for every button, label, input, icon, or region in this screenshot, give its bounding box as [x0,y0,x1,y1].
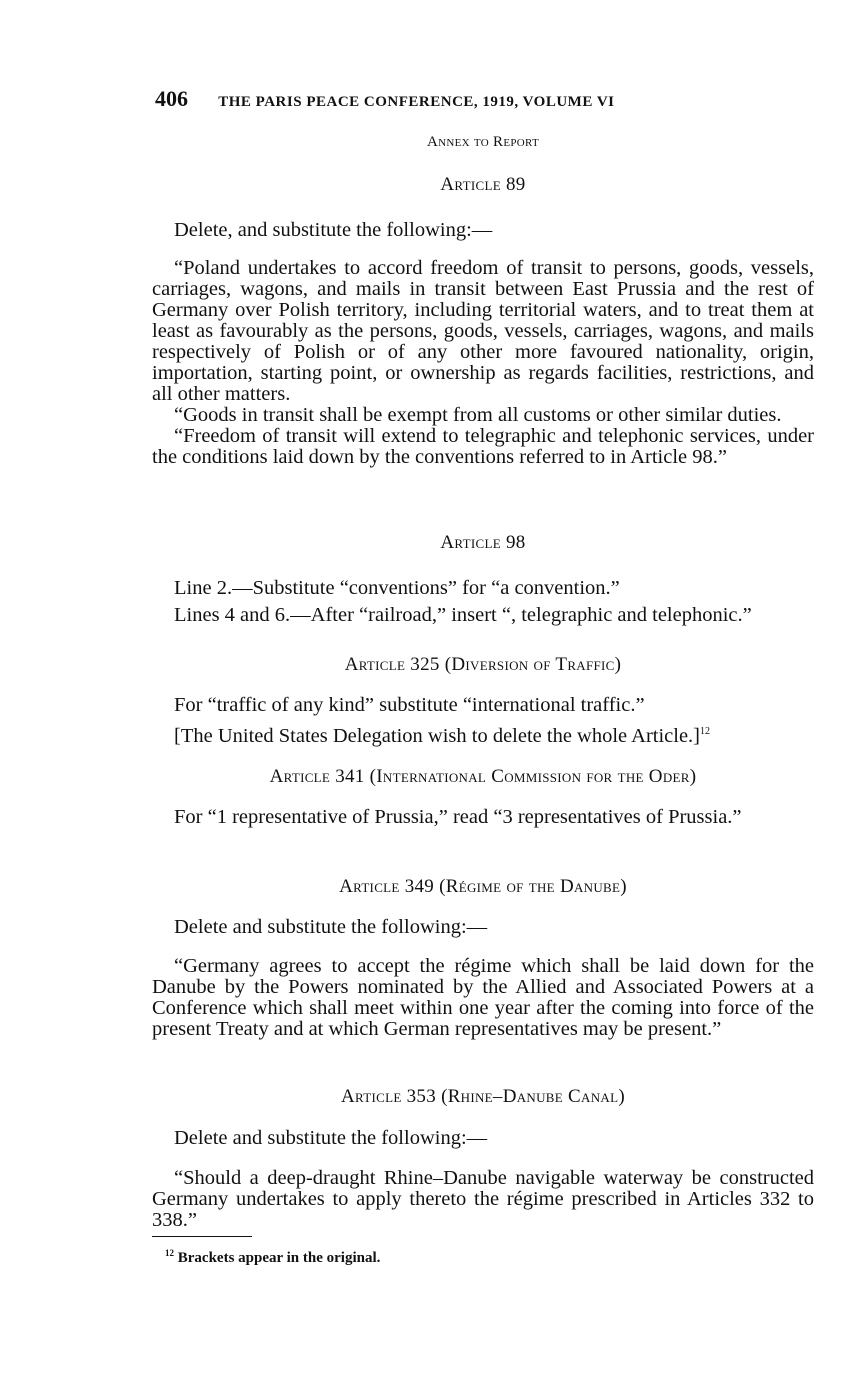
article-89-paragraph: “Poland undertakes to accord freedom of transit to persons, goods, vessels, carriages, wagons, and mails in transit between East Prussia and the rest of Germany over Polish territory, including territorial waters, and to treat them at least as favourably as the persons, goods, vessels, carriages, wagons, and mails respectively of Polish or of any other more favoured nationality, origin, importation, starting point, or ownership as regards facilities, restrictions, and all other matters. [152,257,814,405]
article-89-paragraph: “Freedom of transit will extend to telegraphic and telephonic services, under the conditions laid down by the conventions referred to in Article 98.” [152,425,814,468]
article-89-body [152,258,814,468]
footnote-text: Brackets appear in the original. [177,1250,381,1266]
annex-heading: Annex to Report [426,134,540,150]
article-325-line: For “traffic of any kind” substitute “international traffic.” [174,694,645,716]
footnote-mark: 12 [165,1248,174,1258]
running-title: THE PARIS PEACE CONFERENCE, 1919, VOLUME VI [218,94,615,110]
article-341-heading: Article 341 (International Commission for the Oder) [269,766,697,787]
article-89-intro: Delete, and substitute the following:— [174,219,493,241]
article-353-heading: Article 353 (Rhine–Danube Canal) [341,1086,625,1107]
article-325-heading: Article 325 (Diversion of Traffic) [344,654,622,675]
page-number: 406 [155,86,188,111]
article-349-heading: Article 349 (Régime of the Danube) [339,876,627,897]
article-325-note-line [152,720,814,748]
footnote [165,1248,380,1267]
article-325-bracket-text: [The United States Delegation wish to delete the whole Article.] [174,724,701,747]
article-349-intro: Delete and substitute the following:— [174,916,488,938]
running-head [155,86,815,112]
article-353-intro: Delete and substitute the following:— [174,1127,488,1149]
article-98-body [152,576,814,627]
article-98-line: Line 2.—Substitute “conventions” for “a convention.” [174,577,620,599]
article-353-text: “Should a deep-draught Rhine–Danube navigable waterway be constructed Germany undertakes to apply thereto the régime prescribed in Articles 332 to 338.” [152,1167,814,1231]
article-98-line: Lines 4 and 6.—After “railroad,” insert “, telegraphic and telephonic.” [174,604,752,626]
footnote-divider [152,1236,252,1237]
article-89-heading: Article 89 [440,174,526,195]
article-349-text: “Germany agrees to accept the régime which shall be laid down for the Danube by the Powers nominated by the Allied and Associated Powers at a Conference which shall meet within one year after the coming into force of the present Treaty and at which German representatives may be present.” [152,955,814,1040]
article-325-body [152,693,814,748]
footnote-reference: 12 [700,726,711,737]
article-341-text: For “1 representative of Prussia,” read “3 representatives of Prussia.” [174,806,742,828]
article-98-heading: Article 98 [440,532,526,553]
article-89-paragraph: “Goods in transit shall be exempt from all customs or other similar duties. [174,404,782,426]
